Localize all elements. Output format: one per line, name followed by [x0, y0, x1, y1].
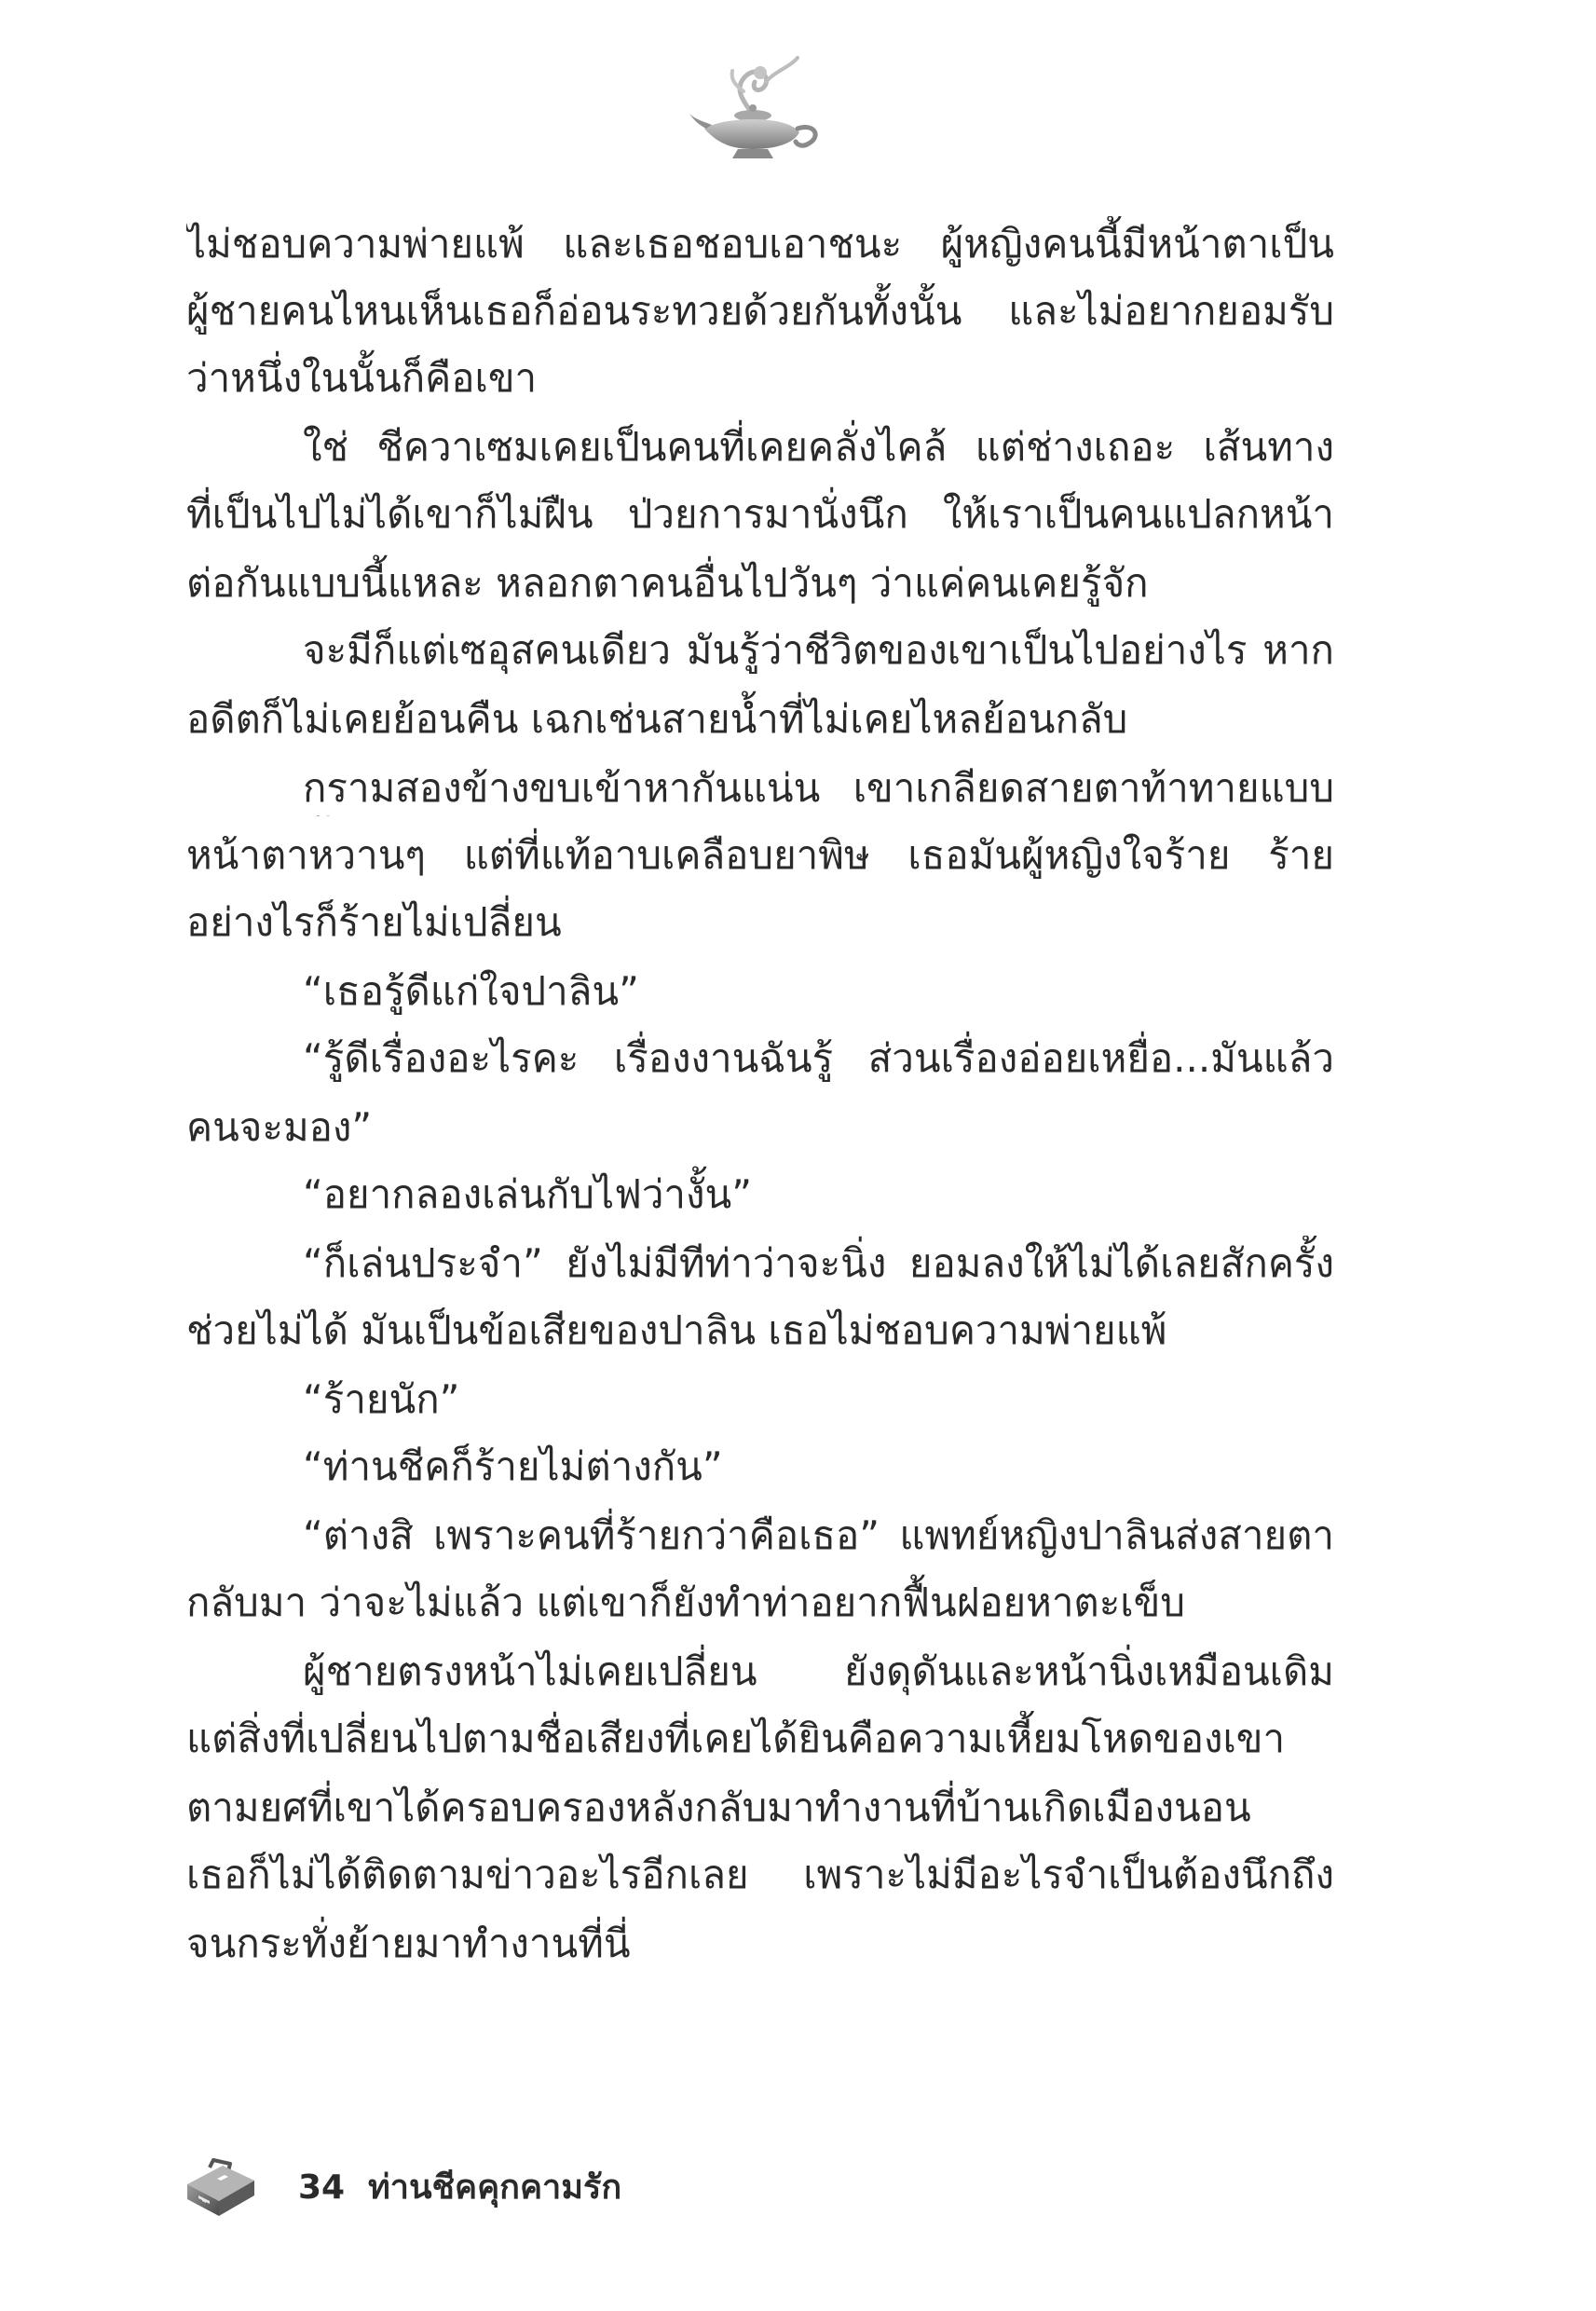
text-line: ผู้ชายคนไหนเห็นเธอก็อ่อนระทวยด้วยกันทั้งนั้น และไม่อยากยอมรับ	[186, 288, 1334, 334]
medical-bag-icon	[182, 2153, 258, 2218]
text-line: จนกระทั่งย้ายมาทำงานที่นี่	[186, 1921, 631, 1966]
page-number: 34	[298, 2168, 346, 2207]
book-title: ท่านชีคคุกคามรัก	[368, 2168, 622, 2207]
dialogue-line: “อยากลองเล่นกับไฟว่างั้น”	[303, 1171, 752, 1217]
dialogue-line: “ต่างสิ เพราะคนที่ร้ายกว่าคือเธอ” แพทย์หญิงปาลินส่งสายตา	[303, 1512, 1334, 1558]
text-line: อดีตก็ไม่เคยย้อนคืน เฉกเช่นสายน้ำที่ไม่เคยไหลย้อนกลับ	[186, 696, 1128, 742]
text-line: แต่สิ่งที่เปลี่ยนไปตามชื่อเสียงที่เคยได้ยินคือความเหี้ยมโหดของเขา	[186, 1716, 1286, 1761]
dialogue-line: “เธอรู้ดีแก่ใจปาลิน”	[303, 968, 639, 1014]
text-line: อย่างไรก็ร้ายไม่เปลี่ยน	[186, 899, 562, 945]
genie-lamp-icon	[686, 54, 825, 166]
dialogue-line: “ร้ายนัก”	[303, 1376, 460, 1422]
text-line: จะมีก็แต่เซอุสคนเดียว มันรู้ว่าชีวิตของเขาเป็นไปอย่างไร หาก	[303, 627, 1334, 673]
text-line: ตามยศที่เขาได้ครอบครองหลังกลับมาทำงานที่บ้านเกิดเมืองนอน	[186, 1785, 1251, 1830]
dialogue-line: “รู้ดีเรื่องอะไรคะ เรื่องงานฉันรู้ ส่วนเรื่องอ่อยเหยื่อ...มันแล้ว	[303, 1035, 1334, 1081]
dialogue-line: “ท่านชีคก็ร้ายไม่ต่างกัน”	[303, 1443, 723, 1489]
text-line: คนจะมอง”	[186, 1104, 373, 1150]
text-line: ผู้ชายตรงหน้าไม่เคยเปลี่ยน ยังดุดันและหน้านิ่งเหมือนเดิม	[303, 1648, 1334, 1694]
text-line: กรามสองข้างขบเข้าหากันแน่น เขาเกลียดสายตาท้าทายแบบ	[303, 765, 1334, 811]
text-line: ว่าหนึ่งในนั้นก็คือเขา	[186, 355, 538, 401]
dialogue-line: “ก็เล่นประจำ” ยังไม่มีทีท่าว่าจะนิ่ง ยอมลงให้ไม่ได้เลยสักครั้ง	[303, 1240, 1334, 1286]
text-line: ต่อกันแบบนี้แหละ หลอกตาคนอื่นไปวันๆ ว่าแค่คนเคยรู้จัก	[186, 560, 1149, 606]
text-line: ช่วยไม่ได้ มันเป็นข้อเสียของปาลิน เธอไม่ชอบความพ่ายแพ้	[186, 1307, 1167, 1353]
text-line: กลับมา ว่าจะไม่แล้ว แต่เขาก็ยังทำท่าอยากฟื้นฝอยหาตะเข็บ	[186, 1579, 1185, 1625]
text-line: ไม่ชอบความพ่ายแพ้ และเธอชอบเอาชนะ ผู้หญิงคนนี้มีหน้าตาเป็น	[186, 221, 1334, 267]
text-line: ที่เป็นไปไม่ได้เขาก็ไม่ฝืน ป่วยการมานั่งนึก ให้เราเป็นคนแปลกหน้า	[186, 491, 1334, 537]
text-line: เธอก็ไม่ได้ติดตามข่าวอะไรอีกเลย เพราะไม่มีอะไรจำเป็นต้องนึกถึง	[186, 1852, 1334, 1897]
page-footer	[182, 2153, 834, 2218]
text-line: ใช่ ชีควาเซมเคยเป็นคนที่เคยคลั่งไคล้ แต่ช่างเถอะ เส้นทาง	[303, 424, 1334, 470]
text-line: หน้าตาหวานๆ แต่ที่แท้อาบเคลือบยาพิษ เธอมันผู้หญิงใจร้าย ร้าย	[186, 832, 1334, 878]
